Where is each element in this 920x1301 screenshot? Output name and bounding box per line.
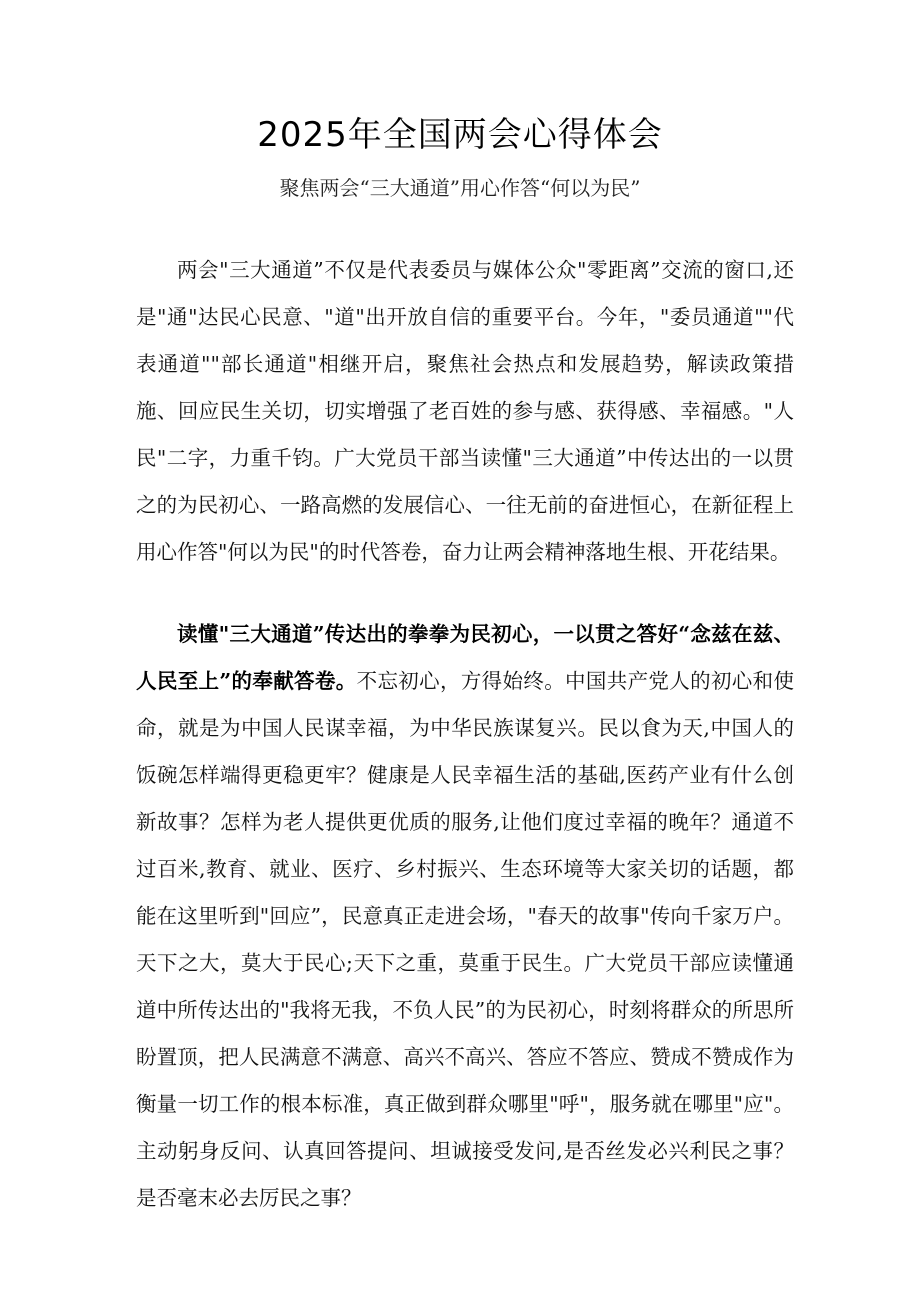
paragraph-text: 两会"三大通道”不仅是代表委员与媒体公众"零距离”交流的窗口,还是"通"达民心民意、"道"出开放自信的重要平台。今年，"委员通道""代表通道""部长通道"相继开启，聚焦社会热点和发展趋势，解读政策措施、回应民生关切，切实增强了老百姓的参与感、获得感、幸福感。"人民"二字，力重千钧。广大党员干部当读懂"三大通道”中传达出的一以贯之的为民初心、一路高燃的发展信心、一往无前的奋进恒心，在新征程上用心作答"何以为民"的时代答卷，奋力让两会精神落地生根、开花结果。 (136, 258, 794, 564)
section-heading: 读懂"三大通道”传达出的拳拳为民初心，一以贯之答好“念兹在兹、人民至上”的奉献答卷。 (136, 622, 794, 693)
paragraph-intro (136, 247, 794, 576)
section-text: 不忘初心，方得始终。中国共产党人的初心和使命，就是为中国人民谋幸福，为中华民族谋复兴。民以食为天,中国人的饭碗怎样端得更稳更牢？健康是人民幸福生活的基础,医药产业有什么创新故事？怎样为老人提供更优质的服务,让他们度过幸福的晚年？通道不过百米,教育、就业、医疗、乡村振兴、生态环境等大家关切的话题，都能在这里听到"回应”，民意真正走进会场，"春天的故事"传向千家万户。天下之大，莫大于民心;天下之重，莫重于民生。广大党员干部应读懂通道中所传达出的"我将无我，不负人民”的为民初心，时刻将群众的所思所盼置顶，把人民满意不满意、高兴不高兴、答应不答应、赞成不赞成作为衡量一切工作的根本标准，真正做到群众哪里"呼"，服务就在哪里"应"。主动躬身反问、认真回答提问、坦诚接受发问,是否丝发必兴利民之事？是否毫末必去厉民之事？ (136, 669, 794, 1210)
document-title: 2025年全国两会心得体会 (257, 115, 663, 155)
paragraph-section-one (136, 611, 794, 1222)
document-subtitle: 聚焦两会“三大通道”用心作答“何以为民” (279, 176, 641, 200)
paragraph-text (136, 611, 794, 1222)
